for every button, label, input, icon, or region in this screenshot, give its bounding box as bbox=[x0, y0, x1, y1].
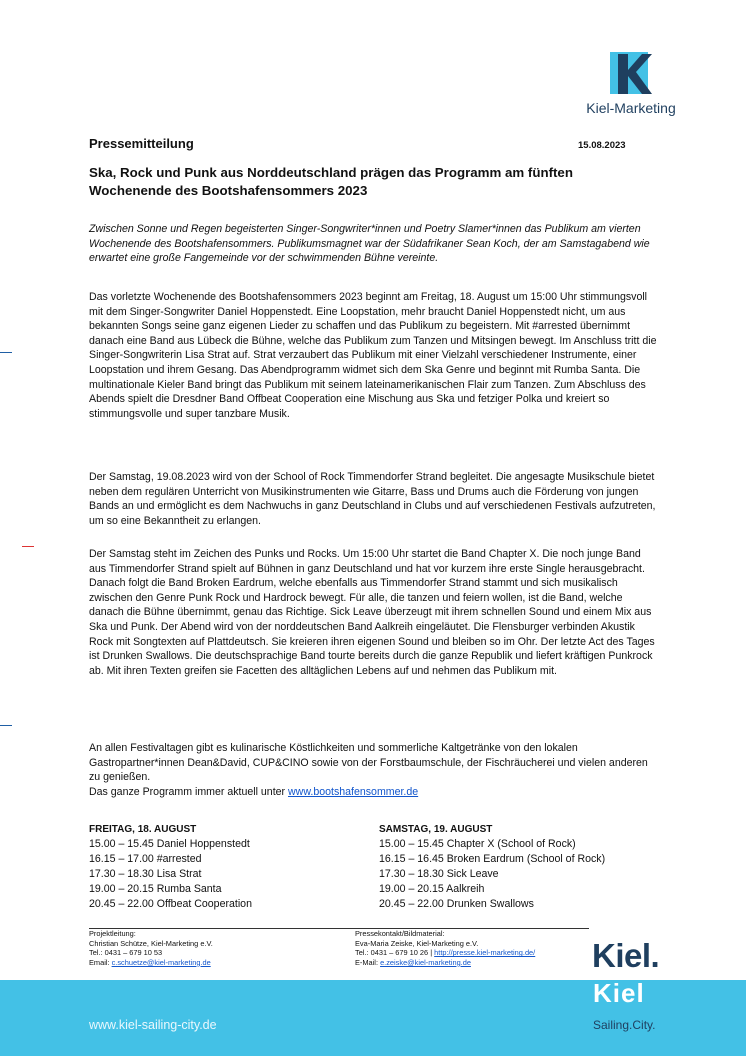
program-item: 17.30 – 18.30 Lisa Strat bbox=[89, 868, 202, 880]
body-paragraph: Der Samstag steht im Zeichen des Punks und Rocks. Um 15:00 Uhr startet die Band Chapter X. Die noch junge Band aus Timmendorfer Strand spielt auf Bühnen in ganz Deutschland und hat vor kurzem ihre erste Single herausgebracht. Danach folgt die Band Broken Eardrum, welche ebenfalls aus Timmendorfer Strand stammt und sich musikalisch zwischen den Genre Punk Rock und Hardrock bewegt. Für alle, die tanzen und feiern wollen, ist die Band, welche danach die Bühne übernimmt, genau das Richtige. Sick Leave überzeugt mit ihrem schnellen Sound und einem Mix aus Ska und Punk. Der Abend wird von der norddeutschen Band Aalkreih eingeläutet. Die Flensburger verbinden Akustik Rock mit Songtexten auf Plattdeutsch. Sie kreieren ihren eigenen Sound und bleiben so im Ohr. Der letzte Act des Tages ist Drunken Swallows. Die deutschsprachige Band tourte bereits durch die ganze Republik und liefert kräftigen Punkrock ab. Mit ihren Texten greifen sie Facetten des alltäglichen Lebens auf und nehmen das Publikum mit. bbox=[89, 548, 655, 677]
program-item: 19.00 – 20.15 Rumba Santa bbox=[89, 883, 222, 895]
program-item: 15.00 – 15.45 Daniel Hoppenstedt bbox=[89, 838, 250, 850]
kiel-k-logo-icon bbox=[606, 48, 656, 98]
body-paragraph-food bbox=[89, 741, 659, 799]
release-date: 15.08.2023 bbox=[578, 140, 626, 151]
lead-paragraph: Zwischen Sonne und Regen begeisterten Singer-Songwriter*innen und Poetry Slamer*innen das Publikum am vierten Wochenende des Bootshafensommers. Publikumsmagnet war der Südafrikaner Sean Koch, der am Samstagabend wie erwartet eine große Fangemeinde vor der schwimmenden Bühne vereinte. bbox=[89, 223, 650, 265]
headline: Ska, Rock und Punk aus Norddeutschland prägen das Programm am fünften Wochenende des Bootshafensommers 2023 bbox=[89, 165, 573, 198]
contact-email-link[interactable]: e.zeiske@kiel-marketing.de bbox=[380, 957, 471, 967]
press-portal-link[interactable]: http://presse.kiel-marketing.de/ bbox=[434, 948, 536, 958]
kiel-brand-logo bbox=[592, 937, 682, 974]
program-item: 15.00 – 15.45 Chapter X (School of Rock) bbox=[379, 838, 576, 850]
document-label: Pressemitteilung bbox=[89, 136, 194, 151]
program-friday bbox=[89, 822, 339, 912]
contact-name: Christian Schütze, Kiel-Marketing e.V. bbox=[89, 938, 213, 948]
program-item: 20.45 – 22.00 Drunken Swallows bbox=[379, 898, 534, 910]
program-item: 19.00 – 20.15 Aalkreih bbox=[379, 883, 485, 895]
footer-url[interactable]: www.kiel-sailing-city.de bbox=[89, 1018, 217, 1032]
program-link[interactable]: www.bootshafensommer.de bbox=[288, 785, 419, 798]
logo-text: Kiel-Marketing bbox=[586, 100, 676, 116]
contact-heading: Pressekontakt/Bildmaterial: bbox=[355, 929, 445, 938]
margin-mark bbox=[0, 725, 12, 726]
kiel-marketing-logo bbox=[585, 48, 677, 134]
contact-tel: Tel.: 0431 – 679 10 26 | bbox=[355, 948, 435, 958]
contact-email-row bbox=[89, 958, 329, 968]
body-paragraph: Der Samstag, 19.08.2023 wird von der School of Rock Timmendorfer Strand begleitet. Die angesagte Musikschule bietet neben dem regulären Unterricht von Musikinstrumenten wie Gitarre, Bass und Drums auch die Förderung von jungen Bands an und ermöglicht es dem Nachwuchs in ganz Deutschland in Clubs und auf verschiedenen Festivals aufzutreten, um so eine Bekanntheit zu erlangen. bbox=[89, 471, 656, 527]
food-text: An allen Festivaltagen gibt es kulinarische Köstlichkeiten und sommerliche Kaltgetränke von den lokalen Gastropartner*innen Dean&David, CUP&CINO sowie von der Forstbaumschule, der Fischräucherei und vielen anderen zu genießen. bbox=[89, 742, 648, 784]
program-saturday bbox=[379, 822, 639, 912]
contact-heading: Projektleitung: bbox=[89, 929, 136, 938]
program-day-title: FREITAG, 18. AUGUST bbox=[89, 824, 197, 835]
contact-email-row bbox=[355, 958, 605, 968]
footer-slogan: Sailing.City. bbox=[593, 1018, 656, 1032]
program-item: 16.15 – 17.00 #arrested bbox=[89, 853, 202, 865]
kiel-brand-mirror-wordmark: Kiel bbox=[593, 978, 645, 1008]
contact-tel: Tel.: 0431 – 679 10 53 bbox=[89, 948, 163, 958]
program-line-text: Das ganze Programm immer aktuell unter bbox=[89, 785, 289, 798]
contact-email-label: E-Mail: bbox=[355, 957, 381, 967]
contact-project-lead bbox=[89, 929, 329, 967]
contact-email-link[interactable]: c.schuetze@kiel-marketing.de bbox=[111, 957, 211, 967]
contact-press bbox=[355, 929, 605, 967]
program-day-title: SAMSTAG, 19. AUGUST bbox=[379, 824, 493, 835]
contact-email-label: Email: bbox=[89, 957, 112, 967]
body-paragraph: Das vorletzte Wochenende des Bootshafensommers 2023 beginnt am Freitag, 18. August um 15:00 Uhr stimmungsvoll mit dem Singer-Songwriter Daniel Hoppenstedt. Eine Loopstation, mehr braucht Daniel Hoppenstedt nicht, um aus bekannten Songs seine ganz eigenen Lieder zu schaffen und das Publikum zu begeistern. Mit #arrested übernimmt danach eine Band aus Lübeck die Bühne, welche das Publikum zum Tanzen und Mitsingen bewegt. Im Anschluss tritt die Singer-Songwriterin Lisa Strat auf. Strat verzaubert das Publikum mit einer Vielzahl verschiedener Instrumente, einer Loopstation und ihrem Gesang. Das Abendprogramm widmet sich dem Ska Genre und beginnt mit Rumba Santa. Die multinationale Kieler Band bringt das Publikum mit seinem lateinamerikanischen Flair zum Tanzen. Zum Abschluss des Abends spielt die Dresdner Band Offbeat Cooperation eine Mischung aus Ska und fetziger Polka und kreiert so stimmungsvolle und super tanzbare Musik. bbox=[89, 291, 657, 420]
contact-name: Eva-Maria Zeiske, Kiel-Marketing e.V. bbox=[355, 938, 479, 948]
footer-band bbox=[0, 980, 746, 1056]
margin-mark bbox=[0, 352, 12, 353]
margin-mark bbox=[22, 546, 34, 547]
program-item: 20.45 – 22.00 Offbeat Cooperation bbox=[89, 898, 252, 910]
contact-tel-row bbox=[355, 948, 605, 958]
program-item: 16.15 – 16.45 Broken Eardrum (School of Rock) bbox=[379, 853, 606, 865]
program-item: 17.30 – 18.30 Sick Leave bbox=[379, 868, 499, 880]
kiel-brand-wordmark: Kiel. bbox=[592, 937, 660, 974]
